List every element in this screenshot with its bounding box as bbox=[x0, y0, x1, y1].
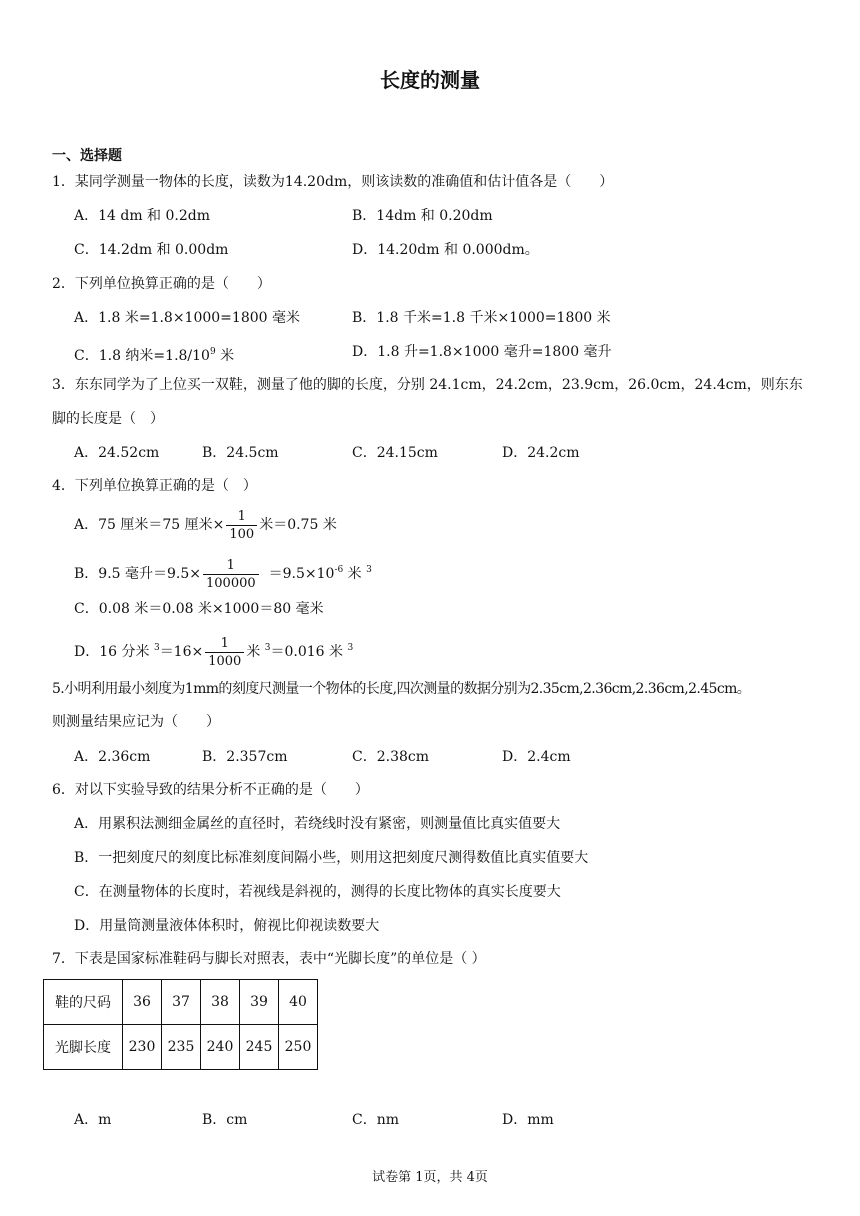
q4d-exponent-2: 3 bbox=[264, 643, 271, 653]
question-7-stem: 7．下表是国家标准鞋码与脚长对照表，表中“光脚长度”的单位是（ ） bbox=[52, 951, 486, 967]
q4d-post-2: ＝0.016 米 bbox=[270, 644, 348, 660]
section-heading: 一、选择题 bbox=[52, 148, 122, 164]
question-2-option-c bbox=[74, 342, 234, 366]
q4b-exponent: -6 bbox=[334, 565, 344, 575]
question-3-option-c: C．24.15cm bbox=[352, 445, 438, 461]
q4d-denominator: 1000 bbox=[208, 653, 242, 669]
q4b-denominator: 100000 bbox=[206, 575, 256, 591]
question-5-option-a: A．2.36cm bbox=[74, 749, 151, 765]
q4a-pre: A．75 厘米＝75 厘米× bbox=[74, 517, 225, 533]
question-1-stem: 1．某同学测量一物体的长度，读数为14.20dm，则该读数的准确值和估计值各是（ ） bbox=[52, 174, 614, 190]
q4d-post: 米 bbox=[246, 644, 265, 660]
question-1-option-c: C．14.2dm 和 0.00dm bbox=[74, 242, 229, 258]
q4d-numerator: 1 bbox=[205, 635, 244, 653]
question-5-option-d: D．2.4cm bbox=[502, 749, 571, 765]
q4a-post: 米＝0.75 米 bbox=[259, 517, 337, 533]
table-row bbox=[44, 980, 318, 1025]
row-header-foot-length: 光脚长度 bbox=[44, 1025, 123, 1070]
table-cell: 230 bbox=[123, 1025, 162, 1070]
question-5-option-c: C．2.38cm bbox=[352, 749, 429, 765]
question-5-option-b: B．2.357cm bbox=[202, 749, 288, 765]
q4a-fraction bbox=[226, 508, 257, 543]
question-6-option-c: C．在测量物体的长度时，若视线是斜视的，测得的长度比物体的真实长度要大 bbox=[74, 884, 561, 900]
q4d-pre: D．16 分米 bbox=[74, 644, 154, 660]
question-2-option-d: D．1.8 升=1.8×1000 毫升=1800 毫升 bbox=[352, 344, 612, 360]
page-title: 长度的测量 bbox=[380, 68, 480, 92]
question-4-option-d bbox=[74, 629, 353, 671]
question-1-option-d: D．14.20dm 和 0.000dm。 bbox=[352, 242, 539, 258]
q4d-exponent-3: 3 bbox=[347, 643, 354, 653]
q4a-denominator: 100 bbox=[229, 526, 255, 542]
question-5-stem-line1: 5.小明利用最小刻度为1mm的刻度尺测量一个物体的长度,四次测量的数据分别为2.35cm,2.36cm,2.36cm,2.45cm。 bbox=[52, 681, 751, 697]
question-7-option-c: C．nm bbox=[352, 1112, 400, 1128]
question-3-option-b: B．24.5cm bbox=[202, 445, 279, 461]
table-cell: 245 bbox=[240, 1025, 279, 1070]
q4b-mid: ＝9.5×10 bbox=[268, 566, 335, 582]
question-6-option-b: B．一把刻度尺的刻度比标准刻度间隔小些，则用这把刻度尺测得数值比真实值要大 bbox=[74, 850, 589, 866]
question-6-option-d: D．用量筒测量液体体积时，俯视比仰视读数要大 bbox=[74, 918, 380, 934]
question-1-option-b: B．14dm 和 0.20dm bbox=[352, 208, 493, 224]
table-row bbox=[44, 1025, 318, 1070]
question-2-option-a: A．1.8 米=1.8×1000=1800 毫米 bbox=[74, 310, 300, 326]
question-4-stem: 4．下列单位换算正确的是（ ） bbox=[52, 478, 257, 494]
q2c-exponent: 9 bbox=[209, 347, 216, 357]
question-3-stem-line2: 脚的长度是（ ） bbox=[52, 411, 164, 427]
question-4-option-a bbox=[74, 506, 337, 544]
table-cell: 240 bbox=[201, 1025, 240, 1070]
question-2-stem: 2．下列单位换算正确的是（ ） bbox=[52, 276, 271, 292]
question-7-option-d: D．mm bbox=[502, 1112, 554, 1128]
question-5-stem-line2: 则测量结果应记为（ ） bbox=[52, 714, 220, 730]
shoe-size-table bbox=[43, 979, 318, 1070]
table-cell: 38 bbox=[201, 980, 240, 1025]
question-4-option-c: C．0.08 米＝0.08 米×1000＝80 毫米 bbox=[74, 601, 324, 617]
table-cell: 37 bbox=[162, 980, 201, 1025]
question-7-option-b: B．cm bbox=[202, 1112, 248, 1128]
question-4-option-b bbox=[74, 551, 372, 593]
table-cell: 235 bbox=[162, 1025, 201, 1070]
q4a-numerator: 1 bbox=[226, 508, 257, 526]
question-3-option-a: A．24.52cm bbox=[74, 445, 160, 461]
table-cell: 39 bbox=[240, 980, 279, 1025]
table-cell: 40 bbox=[279, 980, 318, 1025]
q4b-fraction bbox=[203, 557, 259, 592]
question-3-option-d: D．24.2cm bbox=[502, 445, 580, 461]
q4b-exponent-2: 3 bbox=[366, 565, 372, 575]
table-cell: 36 bbox=[123, 980, 162, 1025]
q4b-numerator: 1 bbox=[203, 557, 259, 575]
row-header-shoe-size: 鞋的尺码 bbox=[44, 980, 123, 1025]
q4d-exponent: 3 bbox=[153, 643, 160, 653]
q2c-unit: 米 bbox=[215, 348, 235, 364]
q4d-mid: ＝16× bbox=[159, 644, 204, 660]
q4b-pre: B．9.5 毫升＝9.5× bbox=[74, 566, 201, 582]
question-7-option-a: A．m bbox=[74, 1112, 112, 1128]
question-3-stem-line1: 3．东东同学为了上位买一双鞋，测量了他的脚的长度，分别 24.1cm，24.2cm，23.9cm，26.0cm，24.4cm，则东东 bbox=[52, 377, 803, 393]
q2c-text: C．1.8 纳米=1.8/10 bbox=[74, 348, 210, 364]
question-6-stem: 6．对以下实验导致的结果分析不正确的是（ ） bbox=[52, 782, 369, 798]
table-cell: 250 bbox=[279, 1025, 318, 1070]
q4d-fraction bbox=[205, 635, 244, 670]
question-2-option-b: B．1.8 千米=1.8 千米×1000=1800 米 bbox=[352, 310, 611, 326]
question-6-option-a: A．用累积法测细金属丝的直径时，若绕线时没有紧密，则测量值比真实值要大 bbox=[74, 816, 561, 832]
page-footer: 试卷第 1页，共 4页 bbox=[372, 1170, 488, 1185]
question-1-option-a: A．14 dm 和 0.2dm bbox=[74, 208, 211, 224]
q4b-unit: 米 bbox=[343, 566, 367, 582]
